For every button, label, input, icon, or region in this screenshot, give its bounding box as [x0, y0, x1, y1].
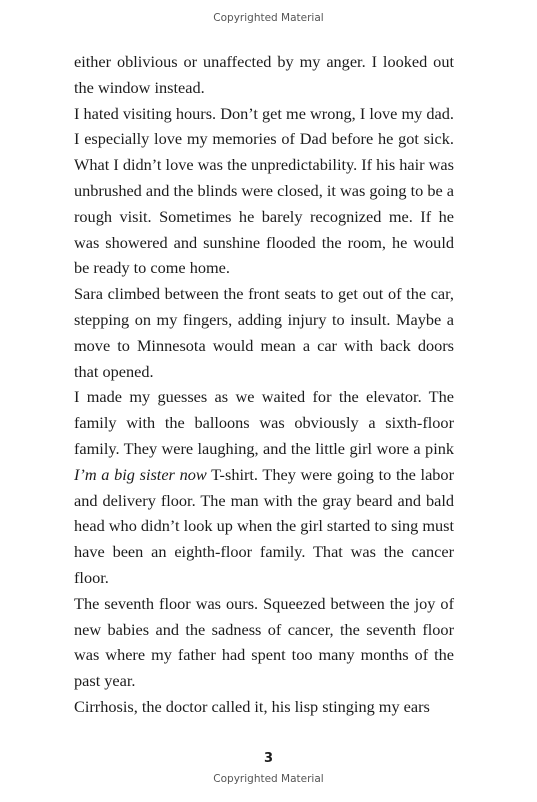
paragraph-5: The seventh floor was ours. Squeezed between the joy of new babies and the sadness of cancer, the seventh floor was where my father had spent too many months of the past year. — [74, 593, 454, 691]
page-body — [74, 49, 454, 720]
paragraph-4-end: T-shirt. They were going to the labor and delivery floor. The man with the gray beard and bald head who didn’t look up when the girl started to sing must have been an eighth-floor family. That was the cancer floor. — [74, 464, 455, 587]
paragraph-4-start: I made my guesses as we waited for the elevator. The family with the balloons was obviously a sixth-floor family. They were laughing, and the little girl wore a pink — [74, 387, 454, 458]
paragraph-3: Sara climbed between the front seats to get out of the car, stepping on my fingers, adding injury to insult. Maybe a move to Minnesota would mean a car with back doors that opened. — [74, 284, 454, 381]
shirt-slogan: I’m a big sister now — [74, 464, 207, 484]
paragraph-2: I hated visiting hours. Don’t get me wrong, I love my dad. I especially love my memories of Dad before he got sick. What I didn’t love was the unpredictability. If his hair was unbrushed and the blinds were closed, it was going to be a rough visit. Sometimes he barely recognized me. If he was showered and sunshine flooded the room, he would be ready to come home. — [74, 103, 454, 278]
paragraph-4 — [74, 384, 454, 590]
page-number: 3 — [263, 751, 274, 766]
header-watermark: Copyrighted Material — [213, 12, 324, 24]
footer-watermark: Copyrighted Material — [213, 773, 324, 785]
paragraph-1: either oblivious or unaffected by my anger. I looked out the window instead. — [74, 52, 454, 97]
paragraph-6: Cirrhosis, the doctor called it, his lisp stinging my ears — [74, 696, 430, 716]
